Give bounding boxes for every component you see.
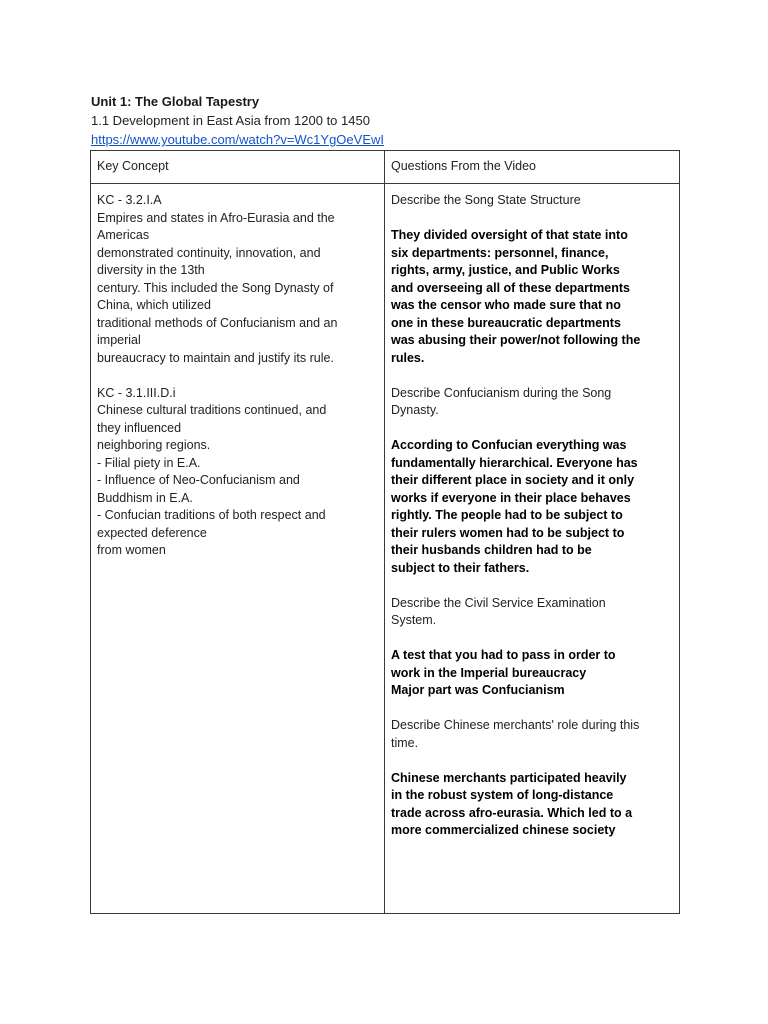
- question-block: [391, 385, 673, 420]
- key-concept-text: demonstrated continuity, innovation, and: [97, 245, 321, 260]
- answer-text: more commercialized chinese society: [391, 823, 616, 837]
- key-concept-text: Americas: [97, 228, 150, 242]
- answer-text: subject to their fathers.: [391, 560, 530, 575]
- answer-text: They divided oversight of that state into: [391, 228, 628, 242]
- table-header-row: [91, 151, 680, 184]
- paragraph-spacer: [391, 367, 673, 385]
- answer-text: rightly. The people had to be subject to: [391, 508, 623, 522]
- answer-text: fundamentally hierarchical. Everyone has: [391, 455, 638, 470]
- table-body-row: [91, 184, 680, 914]
- key-concept-text: bureaucracy to maintain and justify its rule.: [97, 350, 334, 365]
- answer-text: their husbands children had to be: [391, 543, 592, 557]
- answer-text: work in the Imperial bureaucracy: [391, 665, 587, 680]
- key-concept-text: from women: [97, 543, 166, 557]
- question-block: [391, 717, 673, 752]
- question-block: [391, 595, 673, 630]
- questions-list: [391, 192, 673, 840]
- key-concept-text: expected deference: [97, 525, 207, 540]
- answer-text: was abusing their power/not following the: [391, 333, 641, 347]
- answer-text: in the robust system of long-distance: [391, 788, 614, 802]
- video-link[interactable]: https://www.youtube.com/watch?v=Wc1YgOeVEwI: [91, 132, 384, 147]
- paragraph-spacer: [391, 752, 673, 770]
- paragraph-spacer: [391, 210, 673, 228]
- answer-text: works if everyone in their place behaves: [391, 490, 631, 505]
- paragraph-spacer: [391, 700, 673, 718]
- key-concept-text: China, which utilized: [97, 298, 211, 312]
- question-text: time.: [391, 735, 419, 750]
- paragraph-spacer: [391, 577, 673, 595]
- question-text: Describe the Song State Structure: [391, 193, 581, 207]
- key-concept-block: [97, 385, 378, 560]
- questions-cell: [385, 184, 680, 914]
- key-concept-block: [97, 192, 378, 367]
- paragraph-spacer: [97, 367, 378, 385]
- answer-block: [391, 647, 673, 700]
- answer-text: their different place in society and it only: [391, 473, 635, 487]
- key-concept-text: traditional methods of Confucianism and an: [97, 315, 338, 330]
- key-concept-text: diversity in the 13th: [97, 263, 205, 277]
- question-text: Describe the Civil Service Examination: [391, 595, 606, 610]
- key-concept-header: Key Concept: [91, 151, 385, 184]
- key-concept-text: - Influence of Neo-Confucianism and: [97, 473, 300, 487]
- document-header: [91, 92, 691, 149]
- key-concept-text: Buddhism in E.A.: [97, 490, 193, 505]
- answer-text: was the censor who made sure that no: [391, 298, 621, 312]
- answer-text: Major part was Confucianism: [391, 683, 565, 697]
- key-concept-text: neighboring regions.: [97, 438, 211, 452]
- paragraph-spacer: [391, 420, 673, 438]
- key-concept-table: [90, 150, 680, 914]
- key-concepts-cell: [91, 184, 385, 914]
- question-text: Describe Confucianism during the Song: [391, 385, 612, 400]
- unit-title: Unit 1: The Global Tapestry: [91, 94, 260, 109]
- answer-block: [391, 770, 673, 840]
- question-text: Dynasty.: [391, 403, 439, 417]
- paragraph-spacer: [391, 630, 673, 648]
- answer-text: According to Confucian everything was: [391, 438, 627, 452]
- answer-text: rights, army, justice, and Public Works: [391, 263, 620, 277]
- key-concept-code: KC - 3.2.I.A: [97, 193, 162, 207]
- key-concept-text: Chinese cultural traditions continued, and: [97, 403, 327, 417]
- question-text: System.: [391, 613, 437, 627]
- answer-text: trade across afro-eurasia. Which led to a: [391, 805, 633, 820]
- key-concept-text: Empires and states in Afro-Eurasia and the: [97, 210, 335, 225]
- question-text: Describe Chinese merchants' role during this: [391, 718, 640, 732]
- answer-text: their rulers women had to be subject to: [391, 525, 625, 540]
- answer-text: one in these bureaucratic departments: [391, 315, 621, 330]
- answer-text: rules.: [391, 350, 425, 365]
- answer-block: [391, 227, 673, 367]
- key-concept-text: - Filial piety in E.A.: [97, 455, 201, 470]
- answer-text: Chinese merchants participated heavily: [391, 770, 627, 785]
- questions-header: Questions From the Video: [385, 151, 680, 184]
- answer-block: [391, 437, 673, 577]
- answer-text: six departments: personnel, finance,: [391, 245, 609, 260]
- question-block: [391, 192, 673, 210]
- answer-text: A test that you had to pass in order to: [391, 648, 616, 662]
- lesson-subtitle: 1.1 Development in East Asia from 1200 to 1450: [91, 113, 370, 128]
- key-concept-code: KC - 3.1.III.D.i: [97, 385, 176, 400]
- key-concept-text: - Confucian traditions of both respect and: [97, 508, 326, 522]
- key-concept-text: they influenced: [97, 420, 182, 435]
- key-concept-text: century. This included the Song Dynasty of: [97, 280, 334, 295]
- key-concept-text: imperial: [97, 333, 141, 347]
- answer-text: and overseeing all of these departments: [391, 280, 630, 295]
- key-concepts-list: [97, 192, 378, 560]
